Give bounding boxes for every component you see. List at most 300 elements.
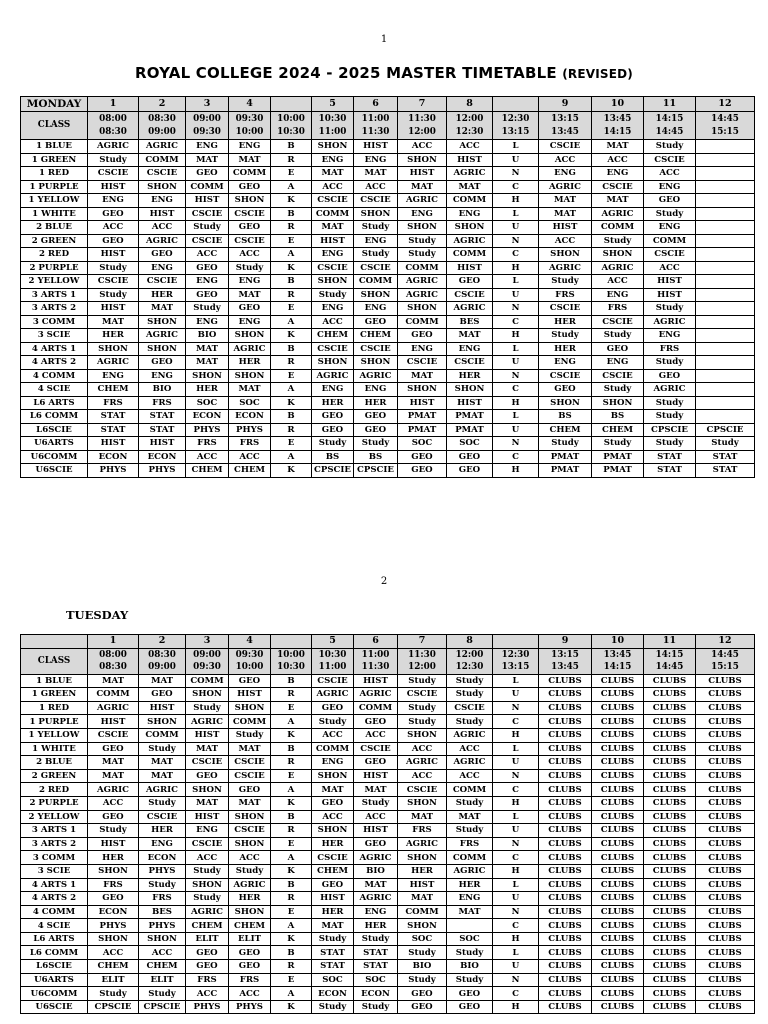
time-start: 11:30 xyxy=(408,649,436,660)
class-name: 4 ARTS 1 xyxy=(21,878,88,892)
subject-cell: SHON xyxy=(398,302,447,316)
subject-cell: K xyxy=(271,261,312,275)
subject-cell: CPSCIE xyxy=(312,464,354,478)
subject-cell: CLUBS xyxy=(696,824,755,838)
subject-cell: GEO xyxy=(398,464,447,478)
subject-cell: CSCIE xyxy=(354,261,398,275)
subject-cell: H xyxy=(493,261,539,275)
subject-cell: CLUBS xyxy=(539,728,592,742)
subject-cell: C xyxy=(493,383,539,397)
subject-cell: SHON xyxy=(398,153,447,167)
class-name: 4 SCIE xyxy=(21,919,88,933)
subject-cell: MAT xyxy=(139,302,186,316)
subject-cell: Study xyxy=(229,728,271,742)
subject-cell: CLUBS xyxy=(696,932,755,946)
subject-cell: ENG xyxy=(354,234,398,248)
subject-cell: ENG xyxy=(88,369,139,383)
subject-cell: CLUBS xyxy=(696,742,755,756)
class-name: 1 RED xyxy=(21,167,88,181)
subject-cell: ENG xyxy=(312,302,354,316)
subject-cell: GEO xyxy=(447,275,493,289)
subject-cell: HER xyxy=(312,396,354,410)
subject-cell: HER xyxy=(539,315,592,329)
subject-cell: SHON xyxy=(229,369,271,383)
subject-cell: CSCIE xyxy=(592,315,644,329)
subject-cell: U xyxy=(493,356,539,370)
subject-cell: SOC xyxy=(354,973,398,987)
subject-cell: Study xyxy=(398,973,447,987)
subject-cell: MAT xyxy=(186,356,229,370)
subject-cell: Study xyxy=(644,356,696,370)
subject-cell: E xyxy=(271,167,312,181)
subject-cell: Study xyxy=(539,437,592,451)
subject-cell: CLUBS xyxy=(539,688,592,702)
subject-cell: ACC xyxy=(398,769,447,783)
subject-cell: HER xyxy=(186,383,229,397)
table-row xyxy=(21,356,755,370)
subject-cell: ENG xyxy=(398,207,447,221)
time-start: 14:45 xyxy=(711,649,739,660)
table-row xyxy=(21,383,755,397)
table-row xyxy=(21,973,755,987)
subject-cell: AGRIC xyxy=(447,167,493,181)
subject-cell: HER xyxy=(447,369,493,383)
subject-cell: BS xyxy=(312,450,354,464)
subject-cell: CLUBS xyxy=(696,769,755,783)
subject-cell: SHON xyxy=(186,369,229,383)
subject-cell: COMM xyxy=(229,715,271,729)
subject-cell: HIST xyxy=(447,153,493,167)
subject-cell: STAT xyxy=(644,450,696,464)
subject-cell: MAT xyxy=(229,742,271,756)
subject-cell: HIST xyxy=(354,674,398,688)
subject-cell xyxy=(696,383,755,397)
subject-cell: CLUBS xyxy=(696,905,755,919)
time-end: 11:00 xyxy=(318,126,347,137)
subject-cell: PMAT xyxy=(592,450,644,464)
subject-cell: SHON xyxy=(186,688,229,702)
subject-cell: AGRIC xyxy=(354,892,398,906)
time-slot xyxy=(88,112,139,140)
subject-cell: SHON xyxy=(229,329,271,343)
subject-cell: PHYS xyxy=(88,464,139,478)
subject-cell: Study xyxy=(312,932,354,946)
subject-cell: L xyxy=(493,410,539,424)
subject-cell: CSCIE xyxy=(539,369,592,383)
subject-cell: Study xyxy=(186,864,229,878)
subject-cell: Study xyxy=(88,261,139,275)
time-slot xyxy=(539,112,592,140)
subject-cell: CSCIE xyxy=(398,783,447,797)
subject-cell: FRS xyxy=(644,342,696,356)
subject-cell: SHON xyxy=(312,824,354,838)
subject-cell: FRS xyxy=(88,878,139,892)
subject-cell: CLUBS xyxy=(592,701,644,715)
subject-cell: MAT xyxy=(139,756,186,770)
subject-cell: CLUBS xyxy=(644,919,696,933)
subject-cell: CLUBS xyxy=(644,824,696,838)
subject-cell: MAT xyxy=(186,742,229,756)
time-slot xyxy=(493,648,539,674)
subject-cell: ACC xyxy=(644,261,696,275)
subject-cell: FRS xyxy=(186,437,229,451)
subject-cell: SHON xyxy=(186,783,229,797)
subject-cell: ENG xyxy=(644,180,696,194)
time-end: 11:00 xyxy=(318,662,347,673)
subject-cell: ECON xyxy=(354,987,398,1001)
subject-cell: HER xyxy=(312,905,354,919)
subject-cell: C xyxy=(493,450,539,464)
period-number xyxy=(493,97,539,112)
subject-cell: CHEM xyxy=(312,864,354,878)
subject-cell: CSCIE xyxy=(539,140,592,154)
subject-cell: AGRIC xyxy=(229,878,271,892)
period-number: 12 xyxy=(696,635,755,649)
class-name: L6 COMM xyxy=(21,946,88,960)
subject-cell: ACC xyxy=(539,153,592,167)
subject-cell: PMAT xyxy=(447,423,493,437)
subject-cell: SHON xyxy=(139,180,186,194)
subject-cell: CLUBS xyxy=(696,987,755,1001)
subject-cell: L xyxy=(493,140,539,154)
subject-cell: GEO xyxy=(398,329,447,343)
time-slot xyxy=(644,112,696,140)
subject-cell: U xyxy=(493,288,539,302)
subject-cell: B xyxy=(271,878,312,892)
table-row xyxy=(21,932,755,946)
time-end: 09:30 xyxy=(193,662,221,673)
time-end: 13:45 xyxy=(551,126,579,137)
subject-cell: HER xyxy=(398,864,447,878)
subject-cell: CLUBS xyxy=(592,987,644,1001)
subject-cell: AGRIC xyxy=(88,356,139,370)
time-start: 12:00 xyxy=(455,649,484,660)
subject-cell: MAT xyxy=(229,796,271,810)
subject-cell: CLUBS xyxy=(644,892,696,906)
period-number: 2 xyxy=(139,635,186,649)
subject-cell: Study xyxy=(539,329,592,343)
subject-cell: ACC xyxy=(88,796,139,810)
subject-cell: HIST xyxy=(398,878,447,892)
title-revised: (REVISED) xyxy=(562,67,633,81)
subject-cell: L xyxy=(493,878,539,892)
subject-cell: STAT xyxy=(139,423,186,437)
subject-cell: HER xyxy=(354,919,398,933)
subject-cell: CLUBS xyxy=(592,783,644,797)
time-end: 15:15 xyxy=(711,126,739,137)
subject-cell: PMAT xyxy=(447,410,493,424)
subject-cell xyxy=(696,194,755,208)
subject-cell xyxy=(696,302,755,316)
subject-cell: AGRIC xyxy=(447,302,493,316)
time-slot xyxy=(696,648,755,674)
subject-cell: CLUBS xyxy=(539,824,592,838)
subject-cell: CLUBS xyxy=(644,973,696,987)
subject-cell: STAT xyxy=(88,423,139,437)
subject-cell: CLUBS xyxy=(644,756,696,770)
class-name: 2 PURPLE xyxy=(21,796,88,810)
period-number: 7 xyxy=(398,635,447,649)
table-row xyxy=(21,905,755,919)
subject-cell: K xyxy=(271,194,312,208)
subject-cell: STAT xyxy=(696,464,755,478)
subject-cell: MAT xyxy=(312,221,354,235)
subject-cell: CLUBS xyxy=(539,864,592,878)
subject-cell: CPSCIE xyxy=(696,423,755,437)
subject-cell: SHON xyxy=(398,383,447,397)
subject-cell: SHON xyxy=(354,207,398,221)
subject-cell: MAT xyxy=(354,878,398,892)
subject-cell: A xyxy=(271,783,312,797)
subject-cell: CSCIE xyxy=(229,207,271,221)
subject-cell: HIST xyxy=(88,437,139,451)
subject-cell: HIST xyxy=(88,715,139,729)
subject-cell xyxy=(447,919,493,933)
subject-cell: HIST xyxy=(644,275,696,289)
subject-cell: BES xyxy=(447,315,493,329)
subject-cell: STAT xyxy=(88,410,139,424)
subject-cell: ENG xyxy=(186,140,229,154)
class-name: 4 COMM xyxy=(21,369,88,383)
subject-cell: CSCIE xyxy=(354,342,398,356)
subject-cell: SHON xyxy=(229,905,271,919)
time-slot xyxy=(696,112,755,140)
page-number: 1 xyxy=(380,34,388,45)
subject-cell: AGRIC xyxy=(447,728,493,742)
subject-cell: L xyxy=(493,946,539,960)
subject-cell: Study xyxy=(644,396,696,410)
subject-cell: GEO xyxy=(644,194,696,208)
subject-cell: CLUBS xyxy=(644,946,696,960)
table-row xyxy=(21,180,755,194)
subject-cell: GEO xyxy=(398,450,447,464)
subject-cell: CLUBS xyxy=(539,796,592,810)
period-number: 8 xyxy=(447,97,493,112)
subject-cell: R xyxy=(271,688,312,702)
subject-cell: A xyxy=(271,383,312,397)
subject-cell: Study xyxy=(139,987,186,1001)
time-slot xyxy=(398,648,447,674)
subject-cell: CLUBS xyxy=(696,728,755,742)
subject-cell: AGRIC xyxy=(88,140,139,154)
subject-cell: GEO xyxy=(592,342,644,356)
period-number: 10 xyxy=(592,635,644,649)
subject-cell: HIST xyxy=(139,701,186,715)
subject-cell: E xyxy=(271,701,312,715)
subject-cell: CLUBS xyxy=(696,674,755,688)
subject-cell: Study xyxy=(312,437,354,451)
class-name: 3 SCIE xyxy=(21,864,88,878)
table-row xyxy=(21,851,755,865)
subject-cell: ACC xyxy=(592,275,644,289)
subject-cell: MAT xyxy=(229,288,271,302)
subject-cell: Study xyxy=(447,688,493,702)
class-name: 4 ARTS 2 xyxy=(21,892,88,906)
subject-cell: CSCIE xyxy=(312,194,354,208)
subject-cell: GEO xyxy=(186,960,229,974)
subject-cell: SHON xyxy=(354,356,398,370)
subject-cell: SOC xyxy=(398,932,447,946)
table-row xyxy=(21,878,755,892)
subject-cell: ECON xyxy=(88,905,139,919)
subject-cell: CPSCIE xyxy=(88,1000,139,1014)
subject-cell: AGRIC xyxy=(539,180,592,194)
time-slot xyxy=(88,648,139,674)
subject-cell: CLUBS xyxy=(539,960,592,974)
subject-cell: CHEM xyxy=(139,960,186,974)
subject-cell: HIST xyxy=(88,302,139,316)
subject-cell: SHON xyxy=(312,275,354,289)
subject-cell: N xyxy=(493,769,539,783)
subject-cell: ENG xyxy=(539,356,592,370)
class-name: L6 ARTS xyxy=(21,396,88,410)
subject-cell: Study xyxy=(139,796,186,810)
subject-cell: MAT xyxy=(139,769,186,783)
subject-cell: Study xyxy=(398,674,447,688)
subject-cell: COMM xyxy=(644,234,696,248)
subject-cell: GEO xyxy=(229,674,271,688)
subject-cell: CHEM xyxy=(592,423,644,437)
subject-cell: ACC xyxy=(229,851,271,865)
subject-cell: MAT xyxy=(447,180,493,194)
time-slot xyxy=(139,112,186,140)
subject-cell: CHEM xyxy=(229,464,271,478)
subject-cell: Study xyxy=(592,383,644,397)
time-end: 13:15 xyxy=(501,126,530,137)
subject-cell: ECON xyxy=(229,410,271,424)
subject-cell: Study xyxy=(398,234,447,248)
subject-cell: CLUBS xyxy=(644,742,696,756)
subject-cell: FRS xyxy=(88,396,139,410)
corner-cell xyxy=(21,635,88,649)
subject-cell: SHON xyxy=(186,878,229,892)
subject-cell: GEO xyxy=(88,742,139,756)
subject-cell: CLUBS xyxy=(592,674,644,688)
subject-cell: HIST xyxy=(644,288,696,302)
subject-cell: ACC xyxy=(644,167,696,181)
subject-cell: U xyxy=(493,960,539,974)
subject-cell: CLUBS xyxy=(592,851,644,865)
class-name: 3 SCIE xyxy=(21,329,88,343)
table-row xyxy=(21,919,755,933)
subject-cell: B xyxy=(271,946,312,960)
subject-cell: ENG xyxy=(139,261,186,275)
subject-cell: AGRIC xyxy=(139,783,186,797)
subject-cell: BIO xyxy=(447,960,493,974)
subject-cell: CLUBS xyxy=(539,769,592,783)
subject-cell: GEO xyxy=(88,810,139,824)
time-slot xyxy=(592,648,644,674)
subject-cell: HER xyxy=(139,288,186,302)
subject-cell: ACC xyxy=(398,742,447,756)
subject-cell xyxy=(696,153,755,167)
subject-cell: MAT xyxy=(312,783,354,797)
time-slot xyxy=(493,112,539,140)
subject-cell: GEO xyxy=(229,946,271,960)
subject-cell: FRS xyxy=(592,302,644,316)
subject-cell: ECON xyxy=(88,450,139,464)
time-start: 08:00 xyxy=(99,649,127,660)
subject-cell: R xyxy=(271,423,312,437)
subject-cell: CLUBS xyxy=(539,987,592,1001)
time-start: 10:00 xyxy=(277,114,305,124)
subject-cell: CLUBS xyxy=(539,783,592,797)
subject-cell: FRS xyxy=(447,837,493,851)
subject-cell: U xyxy=(493,153,539,167)
subject-cell: SHON xyxy=(88,864,139,878)
subject-cell: E xyxy=(271,973,312,987)
subject-cell: SHON xyxy=(312,356,354,370)
subject-cell: HIST xyxy=(354,140,398,154)
time-start: 10:00 xyxy=(277,649,305,660)
class-name: U6SCIE xyxy=(21,1000,88,1014)
subject-cell: E xyxy=(271,302,312,316)
table-row xyxy=(21,688,755,702)
table-row xyxy=(21,437,755,451)
table-row xyxy=(21,1000,755,1014)
subject-cell: BIO xyxy=(354,864,398,878)
subject-cell: SHON xyxy=(398,221,447,235)
subject-cell: U xyxy=(493,688,539,702)
time-slot xyxy=(354,648,398,674)
table-row xyxy=(21,701,755,715)
subject-cell: MAT xyxy=(447,329,493,343)
time-end: 14:15 xyxy=(603,662,632,673)
subject-cell: A xyxy=(271,715,312,729)
class-name: 1 BLUE xyxy=(21,674,88,688)
table-row xyxy=(21,946,755,960)
monday-timetable xyxy=(20,96,755,478)
subject-cell: AGRIC xyxy=(592,207,644,221)
subject-cell: CLUBS xyxy=(592,824,644,838)
subject-cell: CLUBS xyxy=(592,810,644,824)
subject-cell: ENG xyxy=(186,275,229,289)
subject-cell: CLUBS xyxy=(539,851,592,865)
subject-cell: AGRIC xyxy=(229,342,271,356)
subject-cell: K xyxy=(271,728,312,742)
time-slot xyxy=(447,648,493,674)
subject-cell: AGRIC xyxy=(644,383,696,397)
period-number: 11 xyxy=(644,97,696,112)
subject-cell: AGRIC xyxy=(398,756,447,770)
time-end: 14:45 xyxy=(655,126,684,137)
subject-cell: COMM xyxy=(88,688,139,702)
subject-cell: AGRIC xyxy=(447,234,493,248)
subject-cell: ENG xyxy=(447,207,493,221)
subject-cell: CLUBS xyxy=(644,688,696,702)
subject-cell: CLUBS xyxy=(592,946,644,960)
subject-cell: CLUBS xyxy=(592,892,644,906)
subject-cell: ACC xyxy=(312,728,354,742)
class-name: 1 WHITE xyxy=(21,207,88,221)
subject-cell: Study xyxy=(398,715,447,729)
table-row xyxy=(21,194,755,208)
subject-cell: CLUBS xyxy=(539,946,592,960)
subject-cell: CHEM xyxy=(186,919,229,933)
class-name: U6SCIE xyxy=(21,464,88,478)
subject-cell: PMAT xyxy=(398,423,447,437)
subject-cell: CLUBS xyxy=(539,919,592,933)
subject-cell: SOC xyxy=(447,932,493,946)
time-end: 12:30 xyxy=(455,662,484,673)
subject-cell: Study xyxy=(447,973,493,987)
subject-cell: GEO xyxy=(88,207,139,221)
subject-cell: C xyxy=(493,315,539,329)
subject-cell xyxy=(696,369,755,383)
table-row xyxy=(21,837,755,851)
class-name: 3 COMM xyxy=(21,851,88,865)
period-number xyxy=(493,635,539,649)
